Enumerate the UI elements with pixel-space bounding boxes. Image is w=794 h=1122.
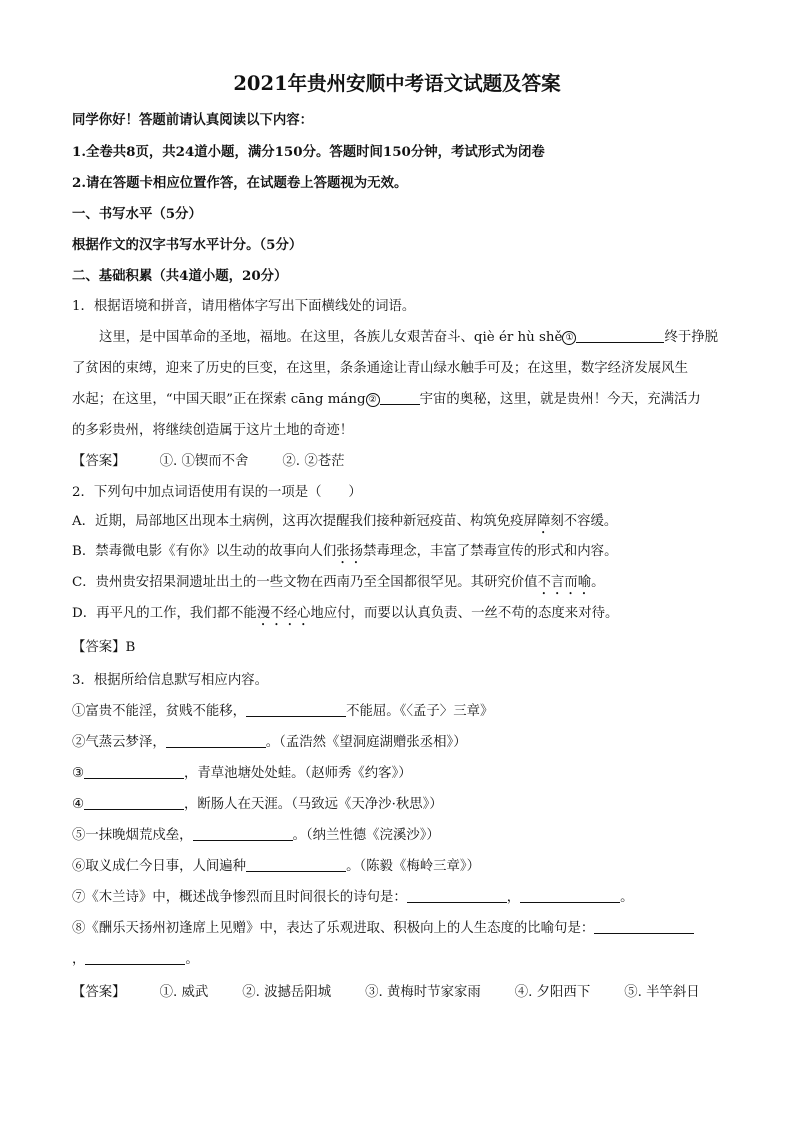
q3-line-8 (72, 919, 722, 939)
q2-option-b (72, 542, 722, 567)
fill-blank[interactable] (246, 857, 346, 872)
q3-stem: 3．根据所给信息默写相应内容。 (72, 673, 268, 688)
option-text: C．贵州贵安招果洞遗址出土的一些文物在西南乃至全国都很罕见。其研究价值 (72, 575, 538, 590)
instruction-1: 1.全卷共8页，共24道小题，满分150分。答题时间150分钟，考试形式为闭卷 (72, 144, 545, 160)
fill-blank[interactable] (85, 950, 185, 965)
q1-passage-text: 这里，是中国革命的圣地，福地。在这里，各族儿女艰苦奋斗、qiè ér hù shě (99, 330, 563, 345)
option-text: 刻不容缓。 (550, 514, 618, 529)
fill-blank[interactable] (407, 888, 507, 903)
q1-passage-line-1 (72, 328, 722, 348)
answer-label: 【答案】 (72, 985, 126, 1000)
poem-text: ， (506, 890, 521, 905)
q2-stem: 2．下列句中加点词语使用有误的一项是（ ） (72, 485, 362, 500)
fill-blank[interactable] (84, 764, 184, 779)
q1-passage-line-4: 的多彩贵州，将继续创造属于这片土地的奇迹！ (72, 423, 354, 438)
fill-blank-2[interactable] (380, 390, 420, 405)
q1-passage-line-2: 了贫困的束缚，迎来了历史的巨变，在这里，条条通途让青山绿水触手可及；在这里，数字经济发展风生 (72, 361, 688, 376)
q3-line-6 (72, 857, 722, 877)
poem-text: 。（纳兰性德《浣溪沙》） (292, 828, 440, 843)
answer-item: ②. ②苍茫 (282, 454, 345, 469)
fill-blank[interactable] (193, 826, 293, 841)
poem-text: ⑧《酬乐天扬州初逢席上见赠》中，表达了乐观进取、积极向上的人生态度的比喻句是： (72, 921, 595, 936)
answer-item: ③. 黄梅时节家家雨 (365, 985, 481, 1000)
blank-number-1: ① (562, 331, 576, 345)
fill-blank[interactable] (594, 919, 694, 934)
q3-line-2 (72, 733, 722, 753)
emphasized-word: 漫不经心 (256, 606, 311, 621)
poem-text: 。（孟浩然《望洞庭湖赠张丞相》） (265, 735, 467, 750)
section1-desc: 根据作文的汉字书写水平计分。（5分） (72, 237, 303, 253)
fill-blank[interactable] (166, 733, 266, 748)
poem-text: ①富贵不能淫，贫贱不能移， (72, 704, 247, 719)
q2-answer: 【答案】B (72, 640, 136, 655)
q3-line-8-cont (72, 950, 722, 970)
fill-blank[interactable] (520, 888, 620, 903)
section1-heading: 一、书写水平（5分） (72, 206, 202, 222)
q2-option-c (72, 573, 722, 598)
q2-option-d (72, 604, 722, 629)
emphasized-word: 张扬 (336, 544, 364, 559)
poem-text: ④ (72, 797, 85, 812)
instruction-2: 2.请在答题卡相应位置作答，在试题卷上答题视为无效。 (72, 175, 408, 191)
option-text: 地应付，而要以认真负责、一丝不苟的态度来对待。 (310, 606, 619, 621)
emphasized-word: 不言而喻 (537, 575, 592, 590)
option-text: 禁毒理念，丰富了禁毒宣传的形式和内容。 (363, 544, 618, 559)
poem-text: ③ (72, 766, 85, 781)
q1-passage-text: 终于挣脱 (664, 330, 719, 345)
answer-label: 【答案】 (72, 454, 126, 469)
q3-line-3 (72, 764, 722, 784)
poem-text: ②气蒸云梦泽， (72, 735, 166, 750)
q2-option-a (72, 512, 722, 537)
poem-text: ⑦《木兰诗》中，概述战争惨烈而且时间很长的诗句是： (72, 890, 407, 905)
option-text: B．禁毒微电影《有你》以生动的故事向人们 (72, 544, 337, 559)
q1-passage-text: 宇宙的奥秘，这里，就是贵州！今天，充满活力 (419, 392, 701, 407)
q1-answer (72, 452, 722, 472)
greeting: 同学你好！答题前请认真阅读以下内容： (72, 112, 314, 128)
blank-number-2: ② (366, 393, 380, 407)
q1-stem: 1．根据语境和拼音，请用楷体字写出下面横线处的词语。 (72, 299, 416, 314)
option-text: 。 (591, 575, 605, 590)
poem-text: ， (72, 952, 86, 967)
fill-blank[interactable] (84, 795, 184, 810)
q1-passage-line-3 (72, 390, 722, 410)
poem-text: 。（陈毅《梅岭三章》） (346, 859, 480, 874)
answer-item: ②. 波撼岳阳城 (242, 985, 332, 1000)
poem-text: 不能屈。《〈孟子〉三章》 (346, 704, 494, 719)
page-title: 2021年贵州安顺中考语文试题及答案 (233, 72, 561, 95)
q1-passage-text: 水起；在这里，“中国天眼”正在探索 cāng máng (72, 392, 366, 407)
option-text: A．近期，局部地区出现本土病例，这再次提醒我们接种新冠疫苗、构筑免疫屏 (72, 514, 537, 529)
emphasized-word: 障 (536, 514, 551, 529)
answer-item: ④. 夕阳西下 (514, 985, 591, 1000)
poem-text: ，断肠人在天涯。（马致远《天净沙·秋思》） (184, 797, 443, 812)
q3-line-4 (72, 795, 722, 815)
fill-blank[interactable] (246, 702, 346, 717)
poem-text: ，青草池塘处处蛙。（赵师秀《约客》） (184, 766, 412, 781)
option-text: D．再平凡的工作，我们都不能 (72, 606, 257, 621)
section2-heading: 二、基础积累（共4道小题，20分） (72, 268, 288, 284)
poem-text: 。 (185, 952, 199, 967)
fill-blank-1[interactable] (576, 328, 664, 343)
answer-item: ①. 威武 (159, 985, 209, 1000)
q3-line-7 (72, 888, 722, 908)
answer-item: ⑤. 半竿斜日 (624, 985, 700, 1000)
poem-text: ⑤一抹晚烟荒戍垒， (72, 828, 193, 843)
poem-text: ⑥取义成仁今日事，人间遍种 (72, 859, 247, 874)
q3-line-5 (72, 826, 722, 846)
answer-item: ①. ①锲而不舍 (159, 454, 249, 469)
q3-answer (72, 983, 722, 1003)
poem-text: 。 (620, 890, 634, 905)
q3-line-1 (72, 702, 722, 722)
